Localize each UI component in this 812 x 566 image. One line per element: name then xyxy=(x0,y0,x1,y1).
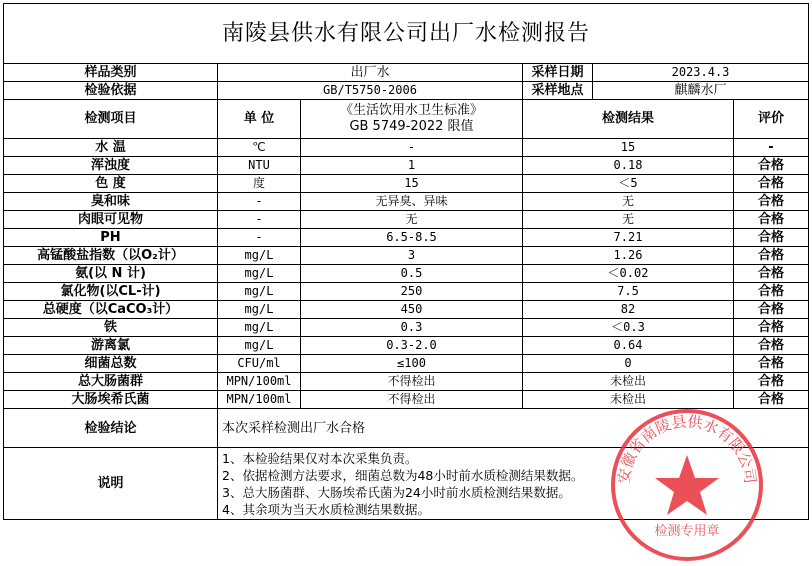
row-unit: mg/L xyxy=(218,283,301,301)
row-eval: 合格 xyxy=(734,337,809,355)
table-row xyxy=(4,337,809,355)
row-eval: 合格 xyxy=(734,355,809,373)
conclusion-label: 检验结论 xyxy=(4,409,218,448)
row-unit: CFU/ml xyxy=(218,355,301,373)
row-eval: 合格 xyxy=(734,157,809,175)
row-result: 无 xyxy=(523,211,734,229)
header-standard xyxy=(301,100,523,139)
row-eval: 合格 xyxy=(734,373,809,391)
row-unit: MPN/100ml xyxy=(218,391,301,409)
row-limit: 15 xyxy=(301,175,523,193)
note-item: 3、总大肠菌群、大肠埃希氏菌为24小时前水质检测结果数据。 xyxy=(222,484,571,500)
row-item: 细菌总数 xyxy=(4,355,218,373)
row-limit: 250 xyxy=(301,283,523,301)
table-row xyxy=(4,193,809,211)
row-result: ＜5 xyxy=(523,175,734,193)
table-row xyxy=(4,139,809,157)
row-unit: mg/L xyxy=(218,247,301,265)
row-unit: mg/L xyxy=(218,319,301,337)
row-unit: - xyxy=(218,229,301,247)
row-item: 游离氯 xyxy=(4,337,218,355)
table-row xyxy=(4,355,809,373)
basis-value: GB/T5750-2006 xyxy=(218,82,523,100)
row-result: 1.26 xyxy=(523,247,734,265)
row-item: 浑浊度 xyxy=(4,157,218,175)
seal-subtext: 检测专用章 xyxy=(654,524,720,539)
row-limit: 6.5-8.5 xyxy=(301,229,523,247)
row-limit: 0.3 xyxy=(301,319,523,337)
report-title: 南陵县供水有限公司出厂水检测报告 xyxy=(4,4,809,64)
report-sheet xyxy=(3,3,808,564)
report-table xyxy=(3,3,809,520)
sample-type-label: 样品类别 xyxy=(4,64,218,82)
row-limit: 3 xyxy=(301,247,523,265)
row-item: 铁 xyxy=(4,319,218,337)
header-eval: 评价 xyxy=(734,100,809,139)
row-result: ＜0.02 xyxy=(523,265,734,283)
note-item: 1、本检验结果仅对本次采集负责。 xyxy=(222,450,418,466)
row-result: 未检出 xyxy=(523,373,734,391)
row-eval: 合格 xyxy=(734,211,809,229)
basis-label: 检验依据 xyxy=(4,82,218,100)
row-limit: - xyxy=(301,139,523,157)
row-item: 水 温 xyxy=(4,139,218,157)
notes-label: 说明 xyxy=(4,448,218,520)
row-limit: 不得检出 xyxy=(301,391,523,409)
row-eval: 合格 xyxy=(734,283,809,301)
row-unit: 度 xyxy=(218,175,301,193)
table-row xyxy=(4,391,809,409)
row-result: 15 xyxy=(523,139,734,157)
row-limit: 0.5 xyxy=(301,265,523,283)
row-eval: - xyxy=(734,139,809,157)
table-row xyxy=(4,229,809,247)
row-eval: 合格 xyxy=(734,229,809,247)
table-row xyxy=(4,283,809,301)
row-unit: mg/L xyxy=(218,265,301,283)
table-row xyxy=(4,265,809,283)
table-row xyxy=(4,373,809,391)
header-unit: 单 位 xyxy=(218,100,301,139)
sampling-date-label: 采样日期 xyxy=(523,64,593,82)
row-item: 大肠埃希氏菌 xyxy=(4,391,218,409)
row-eval: 合格 xyxy=(734,247,809,265)
seal-arc-text: 安徽省南陵县供水有限公司 xyxy=(614,412,760,485)
table-row xyxy=(4,319,809,337)
header-standard-limit: GB 5749-2022 限值 xyxy=(349,119,474,134)
sampling-location-label: 采样地点 xyxy=(523,82,593,100)
table-row xyxy=(4,157,809,175)
row-item: 肉眼可见物 xyxy=(4,211,218,229)
header-item: 检测项目 xyxy=(4,100,218,139)
row-limit: 450 xyxy=(301,301,523,319)
row-result: 无 xyxy=(523,193,734,211)
conclusion-text: 本次采样检测出厂水合格 xyxy=(218,409,809,448)
row-item: PH xyxy=(4,229,218,247)
note-item: 2、依据检测方法要求，细菌总数为48小时前水质检测结果数据。 xyxy=(222,467,584,483)
table-row xyxy=(4,247,809,265)
row-item: 高锰酸盐指数（以O₂计） xyxy=(4,247,218,265)
sampling-date-value: 2023.4.3 xyxy=(593,64,809,82)
row-result: 7.5 xyxy=(523,283,734,301)
row-unit: - xyxy=(218,211,301,229)
row-result: 7.21 xyxy=(523,229,734,247)
row-limit: 1 xyxy=(301,157,523,175)
row-item: 氨(以 N 计) xyxy=(4,265,218,283)
row-item: 臭和味 xyxy=(4,193,218,211)
sample-type-value: 出厂水 xyxy=(218,64,523,82)
notes-list xyxy=(218,448,809,520)
row-result: 未检出 xyxy=(523,391,734,409)
row-eval: 合格 xyxy=(734,175,809,193)
row-result: 0 xyxy=(523,355,734,373)
row-unit: MPN/100ml xyxy=(218,373,301,391)
row-eval: 合格 xyxy=(734,391,809,409)
sampling-location-value: 麒麟水厂 xyxy=(593,82,809,100)
row-limit: 不得检出 xyxy=(301,373,523,391)
row-unit: ℃ xyxy=(218,139,301,157)
row-eval: 合格 xyxy=(734,319,809,337)
header-result: 检测结果 xyxy=(523,100,734,139)
row-unit: - xyxy=(218,193,301,211)
note-item: 4、其余项为当天水质检测结果数据。 xyxy=(222,501,430,517)
row-limit: 0.3-2.0 xyxy=(301,337,523,355)
row-item: 色 度 xyxy=(4,175,218,193)
row-limit: ≤100 xyxy=(301,355,523,373)
row-limit: 无异臭、异味 xyxy=(301,193,523,211)
row-item: 总大肠菌群 xyxy=(4,373,218,391)
table-row xyxy=(4,175,809,193)
row-unit: mg/L xyxy=(218,337,301,355)
result-rows xyxy=(4,139,809,409)
row-unit: NTU xyxy=(218,157,301,175)
row-result: ＜0.3 xyxy=(523,319,734,337)
row-result: 0.64 xyxy=(523,337,734,355)
table-row xyxy=(4,211,809,229)
row-unit: mg/L xyxy=(218,301,301,319)
row-eval: 合格 xyxy=(734,193,809,211)
row-item: 氯化物(以CL-计) xyxy=(4,283,218,301)
row-result: 82 xyxy=(523,301,734,319)
row-result: 0.18 xyxy=(523,157,734,175)
table-row xyxy=(4,301,809,319)
row-eval: 合格 xyxy=(734,265,809,283)
header-standard-title: 《生活饮用水卫生标准》 xyxy=(339,103,483,118)
row-limit: 无 xyxy=(301,211,523,229)
row-eval: 合格 xyxy=(734,301,809,319)
row-item: 总硬度（以CaCO₃计） xyxy=(4,301,218,319)
